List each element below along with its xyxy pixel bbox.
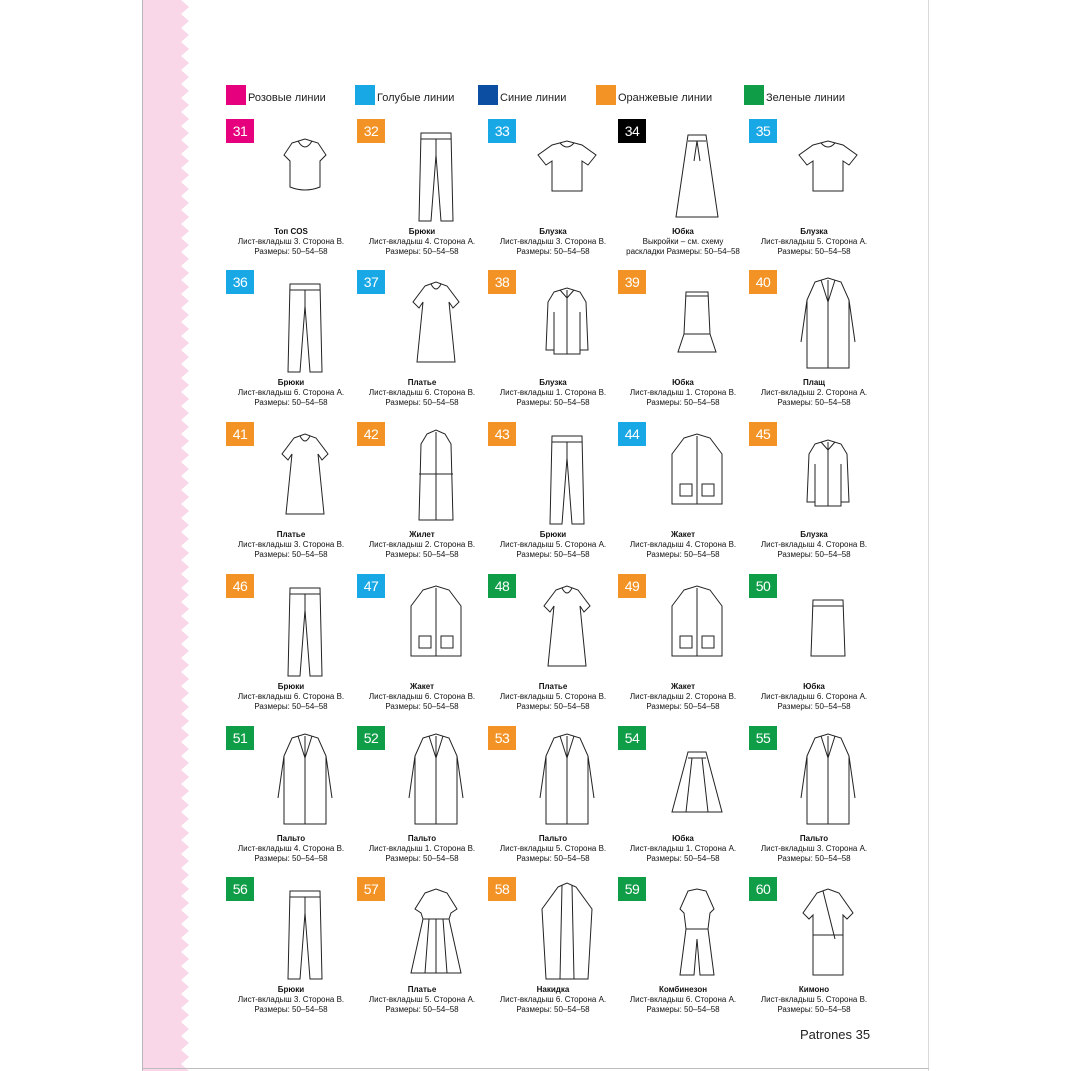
- garment-name: Блузка: [800, 530, 828, 539]
- garment-name: Жакет: [409, 682, 435, 691]
- cape-icon: [522, 879, 612, 983]
- item-caption: [478, 378, 628, 408]
- pattern-item: [749, 422, 879, 572]
- legend-swatch: [596, 85, 616, 105]
- garment-name: Платье: [538, 682, 568, 691]
- size-range: Размеры: 50–54–58: [385, 398, 459, 407]
- pattern-sheet: Лист-вкладыш 2. Сторона А.: [760, 388, 868, 397]
- pattern-sheet: Лист-вкладыш 5. Сторона А.: [499, 540, 607, 549]
- coat-icon: [260, 728, 350, 832]
- item-number-badge: 60: [749, 877, 777, 901]
- pattern-item: [749, 119, 879, 269]
- pattern-item: [488, 574, 618, 724]
- item-caption: [216, 985, 366, 1015]
- size-range: Размеры: 50–54–58: [254, 247, 328, 256]
- vest-icon: [391, 424, 481, 528]
- garment-name: Брюки: [539, 530, 567, 539]
- flounce-skirt-icon: [652, 272, 742, 376]
- item-caption: [216, 530, 366, 560]
- pattern-sheet: Лист-вкладыш 6. Сторона А.: [237, 388, 345, 397]
- item-caption: [608, 227, 758, 257]
- item-caption: [608, 834, 758, 864]
- item-caption: [739, 682, 889, 712]
- pattern-sheet: Лист-вкладыш 6. Сторона А.: [499, 995, 607, 1004]
- pattern-sheet: Лист-вкладыш 5. Сторона А.: [760, 237, 868, 246]
- page-number: 35: [855, 1027, 871, 1042]
- size-range: Размеры: 50–54–58: [385, 854, 459, 863]
- gathered-dress-icon: [391, 879, 481, 983]
- item-number-badge: 58: [488, 877, 516, 901]
- size-range: Размеры: 50–54–58: [777, 247, 851, 256]
- item-caption: [347, 834, 497, 864]
- pattern-sheet: Лист-вкладыш 1. Сторона А.: [629, 844, 737, 853]
- legend-label: Синие линии: [500, 92, 567, 104]
- pattern-sheet: Лист-вкладыш 2. Сторона В.: [368, 540, 476, 549]
- blouse-icon: [783, 121, 873, 225]
- size-range: Размеры: 50–54–58: [516, 398, 590, 407]
- dress-icon: [260, 424, 350, 528]
- garment-name: Кимоно: [798, 985, 830, 994]
- size-range: Размеры: 50–54–58: [777, 854, 851, 863]
- size-range: Размеры: 50–54–58: [516, 702, 590, 711]
- pattern-sheet: Лист-вкладыш 3. Сторона В.: [237, 237, 345, 246]
- pattern-sheet: Лист-вкладыш 5. Сторона В.: [499, 692, 607, 701]
- size-range: Размеры: 50–54–58: [646, 702, 720, 711]
- item-caption: [347, 985, 497, 1015]
- pattern-sheet: Лист-вкладыш 5. Сторона В.: [760, 995, 868, 1004]
- size-range: Размеры: 50–54–58: [516, 854, 590, 863]
- garment-name: Юбка: [672, 834, 694, 843]
- legend-swatch: [478, 85, 498, 105]
- size-range: Размеры: 50–54–58: [516, 550, 590, 559]
- item-number-badge: 52: [357, 726, 385, 750]
- item-number-badge: 56: [226, 877, 254, 901]
- size-range: Размеры: 50–54–58: [777, 398, 851, 407]
- shirt-icon: [783, 424, 873, 528]
- trousers-icon: [391, 121, 481, 225]
- item-caption: [478, 682, 628, 712]
- trousers-icon: [260, 879, 350, 983]
- item-number-badge: 36: [226, 270, 254, 294]
- item-number-badge: 48: [488, 574, 516, 598]
- legend-label: Розовые линии: [248, 92, 326, 104]
- size-range: Размеры: 50–54–58: [385, 247, 459, 256]
- legend-item: [596, 83, 712, 105]
- garment-name: Жакет: [670, 682, 696, 691]
- size-range: Размеры: 50–54–58: [646, 1005, 720, 1014]
- legend-item: [226, 83, 326, 105]
- item-number-badge: 42: [357, 422, 385, 446]
- item-number-badge: 53: [488, 726, 516, 750]
- item-number-badge: 49: [618, 574, 646, 598]
- garment-name: Блузка: [539, 227, 567, 236]
- pattern-sheet: Лист-вкладыш 4. Сторона А.: [368, 237, 476, 246]
- item-caption: [608, 682, 758, 712]
- garment-name: Жакет: [670, 530, 696, 539]
- garment-name: Пальто: [799, 834, 829, 843]
- item-number-badge: 33: [488, 119, 516, 143]
- legend-item: [744, 83, 845, 105]
- item-number-badge: 44: [618, 422, 646, 446]
- pattern-item: [226, 119, 356, 269]
- pattern-item: [357, 270, 487, 420]
- pattern-item: [226, 422, 356, 572]
- pattern-sheet: Лист-вкладыш 4. Сторона В.: [760, 540, 868, 549]
- pink-zigzag-edge: [143, 0, 191, 1071]
- item-number-badge: 34: [618, 119, 646, 143]
- garment-name: Брюки: [277, 378, 305, 387]
- dress-icon: [391, 272, 481, 376]
- item-caption: [478, 985, 628, 1015]
- pattern-item: [618, 270, 748, 420]
- garment-name: Плащ: [802, 378, 826, 387]
- pattern-item: [357, 877, 487, 1027]
- pattern-item: [357, 422, 487, 572]
- item-caption: [739, 834, 889, 864]
- garment-name: Накидка: [536, 985, 570, 994]
- kimono-icon: [783, 879, 873, 983]
- item-caption: [739, 530, 889, 560]
- trousers-icon: [260, 272, 350, 376]
- pattern-item: [357, 119, 487, 269]
- size-range: Размеры: 50–54–58: [777, 1005, 851, 1014]
- pattern-sheet: Лист-вкладыш 1. Сторона В.: [499, 388, 607, 397]
- garment-name: Топ COS: [274, 227, 308, 236]
- pattern-item: [488, 422, 618, 572]
- item-number-badge: 46: [226, 574, 254, 598]
- page-footer: [800, 1027, 870, 1042]
- pattern-item: [357, 726, 487, 876]
- jacket-icon: [652, 576, 742, 680]
- pattern-sheet: Лист-вкладыш 3. Сторона В.: [237, 995, 345, 1004]
- item-number-badge: 40: [749, 270, 777, 294]
- pattern-sheet: Лист-вкладыш 5. Сторона А.: [368, 995, 476, 1004]
- item-number-badge: 51: [226, 726, 254, 750]
- item-number-badge: 31: [226, 119, 254, 143]
- pattern-sheet: Лист-вкладыш 4. Сторона В.: [237, 844, 345, 853]
- jumpsuit-icon: [652, 879, 742, 983]
- garment-name: Юбка: [803, 682, 825, 691]
- item-caption: [216, 834, 366, 864]
- item-caption: [739, 985, 889, 1015]
- item-caption: [739, 227, 889, 257]
- blouse-icon: [522, 121, 612, 225]
- pattern-sheet: Лист-вкладыш 3. Сторона В.: [499, 237, 607, 246]
- pattern-sheet: Лист-вкладыш 6. Сторона В.: [368, 388, 476, 397]
- garment-name: Блузка: [800, 227, 828, 236]
- binding-line: [142, 0, 143, 1071]
- pattern-item: [749, 270, 879, 420]
- pattern-sheet: Лист-вкладыш 1. Сторона В.: [629, 388, 737, 397]
- size-range: Размеры: 50–54–58: [646, 550, 720, 559]
- item-caption: [608, 530, 758, 560]
- trousers-icon: [260, 576, 350, 680]
- item-caption: [216, 227, 366, 257]
- size-range: Размеры: 50–54–58: [777, 550, 851, 559]
- item-caption: [216, 682, 366, 712]
- coat-icon: [522, 728, 612, 832]
- pattern-item: [749, 574, 879, 724]
- garment-name: Брюки: [277, 682, 305, 691]
- item-number-badge: 55: [749, 726, 777, 750]
- item-number-badge: 38: [488, 270, 516, 294]
- pattern-item: [488, 726, 618, 876]
- pattern-item: [618, 726, 748, 876]
- pattern-item: [618, 574, 748, 724]
- pattern-sheet: Лист-вкладыш 6. Сторона В.: [368, 692, 476, 701]
- coat-icon: [783, 728, 873, 832]
- legend-item: [355, 83, 454, 105]
- garment-name: Блузка: [539, 378, 567, 387]
- pattern-item: [488, 877, 618, 1027]
- pattern-item: [618, 877, 748, 1027]
- garment-name: Пальто: [276, 834, 306, 843]
- size-range: Размеры: 50–54–58: [254, 398, 328, 407]
- size-range: Размеры: 50–54–58: [254, 550, 328, 559]
- size-range: Размеры: 50–54–58: [385, 702, 459, 711]
- pattern-item: [618, 422, 748, 572]
- garment-name: Юбка: [672, 378, 694, 387]
- pattern-item: [749, 877, 879, 1027]
- pattern-sheet: Выкройки – см. схему: [642, 237, 724, 246]
- item-number-badge: 35: [749, 119, 777, 143]
- legend-swatch: [744, 85, 764, 105]
- item-number-badge: 57: [357, 877, 385, 901]
- garment-name: Брюки: [408, 227, 436, 236]
- garment-name: Платье: [407, 378, 437, 387]
- pencil-skirt-icon: [783, 576, 873, 680]
- item-caption: [739, 378, 889, 408]
- item-number-badge: 43: [488, 422, 516, 446]
- pattern-item: [357, 574, 487, 724]
- size-range: Размеры: 50–54–58: [254, 702, 328, 711]
- item-caption: [478, 530, 628, 560]
- size-range: Размеры: 50–54–58: [254, 854, 328, 863]
- item-caption: [347, 530, 497, 560]
- pattern-item: [749, 726, 879, 876]
- garment-name: Пальто: [538, 834, 568, 843]
- item-caption: [216, 378, 366, 408]
- item-caption: [608, 985, 758, 1015]
- trousers-icon: [522, 424, 612, 528]
- size-range: Размеры: 50–54–58: [254, 1005, 328, 1014]
- legend-item: [478, 83, 566, 105]
- pattern-sheet: Лист-вкладыш 6. Сторона В.: [237, 692, 345, 701]
- legend-label: Оранжевые линии: [618, 92, 713, 104]
- legend-label: Зеленые линии: [766, 92, 846, 104]
- item-caption: [478, 834, 628, 864]
- coat-icon: [783, 272, 873, 376]
- legend-swatch: [226, 85, 246, 105]
- page-edge-right: [928, 0, 929, 1071]
- size-range: раскладки Размеры: 50–54–58: [626, 247, 740, 256]
- pattern-item: [488, 119, 618, 269]
- flared-skirt-icon: [652, 728, 742, 832]
- pattern-sheet: Лист-вкладыш 5. Сторона В.: [499, 844, 607, 853]
- item-number-badge: 47: [357, 574, 385, 598]
- pattern-item: [226, 270, 356, 420]
- garment-name: Платье: [407, 985, 437, 994]
- pattern-sheet: Лист-вкладыш 4. Сторона В.: [629, 540, 737, 549]
- legend-label: Голубые линии: [377, 92, 455, 104]
- item-caption: [347, 682, 497, 712]
- coat-icon: [391, 728, 481, 832]
- size-range: Размеры: 50–54–58: [646, 398, 720, 407]
- size-range: Размеры: 50–54–58: [516, 247, 590, 256]
- pattern-item: [226, 877, 356, 1027]
- page-edge-bottom: [143, 1068, 929, 1069]
- size-range: Размеры: 50–54–58: [777, 702, 851, 711]
- item-caption: [478, 227, 628, 257]
- item-number-badge: 37: [357, 270, 385, 294]
- item-caption: [347, 227, 497, 257]
- garment-name: Комбинезон: [658, 985, 708, 994]
- item-number-badge: 45: [749, 422, 777, 446]
- item-number-badge: 54: [618, 726, 646, 750]
- garment-name: Юбка: [672, 227, 694, 236]
- garment-name: Жилет: [409, 530, 435, 539]
- pattern-sheet: Лист-вкладыш 2. Сторона В.: [629, 692, 737, 701]
- magazine-title: Patrones: [800, 1027, 853, 1042]
- size-range: Размеры: 50–54–58: [385, 1005, 459, 1014]
- item-number-badge: 32: [357, 119, 385, 143]
- shirt-icon: [522, 272, 612, 376]
- top-icon: [260, 121, 350, 225]
- pattern-sheet: Лист-вкладыш 3. Сторона А.: [760, 844, 868, 853]
- legend-swatch: [355, 85, 375, 105]
- pattern-item: [488, 270, 618, 420]
- pattern-item: [226, 726, 356, 876]
- size-range: Размеры: 50–54–58: [385, 550, 459, 559]
- garment-name: Пальто: [407, 834, 437, 843]
- item-number-badge: 41: [226, 422, 254, 446]
- item-number-badge: 59: [618, 877, 646, 901]
- pattern-item: [226, 574, 356, 724]
- pattern-item: [618, 119, 748, 269]
- long-skirt-icon: [652, 121, 742, 225]
- pattern-sheet: Лист-вкладыш 6. Сторона А.: [760, 692, 868, 701]
- item-number-badge: 50: [749, 574, 777, 598]
- item-number-badge: 39: [618, 270, 646, 294]
- pattern-sheet: Лист-вкладыш 3. Сторона В.: [237, 540, 345, 549]
- garment-name: Брюки: [277, 985, 305, 994]
- jacket-icon: [391, 576, 481, 680]
- item-caption: [608, 378, 758, 408]
- pattern-sheet: Лист-вкладыш 1. Сторона В.: [368, 844, 476, 853]
- dress-icon: [522, 576, 612, 680]
- size-range: Размеры: 50–54–58: [516, 1005, 590, 1014]
- item-caption: [347, 378, 497, 408]
- jacket-icon: [652, 424, 742, 528]
- size-range: Размеры: 50–54–58: [646, 854, 720, 863]
- garment-name: Платье: [276, 530, 306, 539]
- pattern-sheet: Лист-вкладыш 6. Сторона А.: [629, 995, 737, 1004]
